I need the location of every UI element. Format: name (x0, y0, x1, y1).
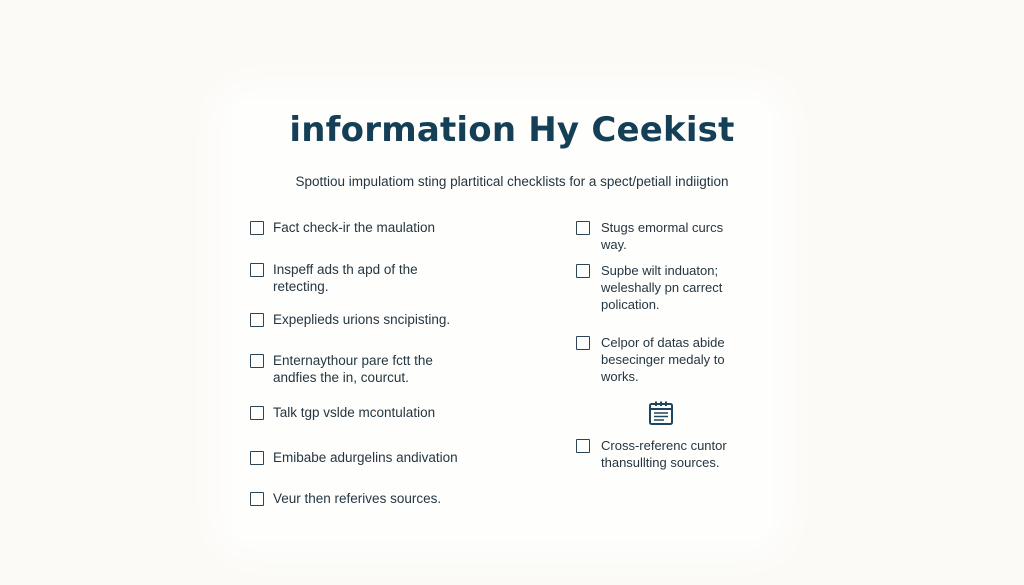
checklist-item[interactable] (250, 490, 441, 507)
checklist-item[interactable] (576, 219, 723, 253)
checklist-item[interactable] (250, 311, 450, 328)
page-subtitle: Spottiou impulatiom sting plartitical checklists for a spect/petiall indiigtion (295, 174, 729, 189)
checklist-item[interactable] (250, 449, 458, 466)
checklist-item-label: Enternaythour pare fctt the andfies the in, courcut. (273, 353, 433, 385)
checkbox[interactable] (576, 336, 590, 350)
checklist-item-label: Celpor of datas abide besecinger medaly to works. (601, 335, 725, 384)
checklist-item[interactable] (250, 261, 418, 295)
checkbox[interactable] (250, 263, 264, 277)
checkbox[interactable] (250, 406, 264, 420)
checkbox[interactable] (250, 221, 264, 235)
checklist-item[interactable] (576, 262, 722, 313)
checklist-item-label: Supbe wilt induaton; weleshally pn carrect polication. (601, 263, 723, 312)
checkbox[interactable] (250, 354, 264, 368)
checkbox[interactable] (576, 439, 590, 453)
checkbox[interactable] (576, 221, 590, 235)
checklist-item-label: Stugs emormal curcs way. (601, 220, 724, 252)
checklist-item-label: Fact check-ir the maulation (273, 220, 436, 235)
checklist-item[interactable] (576, 437, 727, 471)
checklist-item[interactable] (576, 334, 725, 385)
calendar-icon (647, 399, 675, 427)
checkbox[interactable] (250, 492, 264, 506)
checklist-item-label: Talk tgp vslde mcontulation (273, 405, 436, 420)
checkbox[interactable] (250, 451, 264, 465)
checklist-item-label: Inspeff ads th apd of the retecting. (273, 262, 418, 294)
checklist-item-label: Emibabe adurgelins andivation (273, 450, 458, 465)
checklist-item[interactable] (250, 404, 435, 421)
page-title: information Hy Ceekist (289, 110, 735, 150)
checklist-item-label: Veur then referives sources. (273, 491, 442, 506)
checklist-item-label: Cross-referenc cuntor thansullting sources. (601, 438, 727, 470)
checklist-item[interactable] (250, 352, 433, 386)
checkbox[interactable] (250, 313, 264, 327)
checkbox[interactable] (576, 264, 590, 278)
checklist-item[interactable] (250, 219, 435, 236)
checklist-item-label: Expeplieds urions sncipisting. (273, 312, 451, 327)
